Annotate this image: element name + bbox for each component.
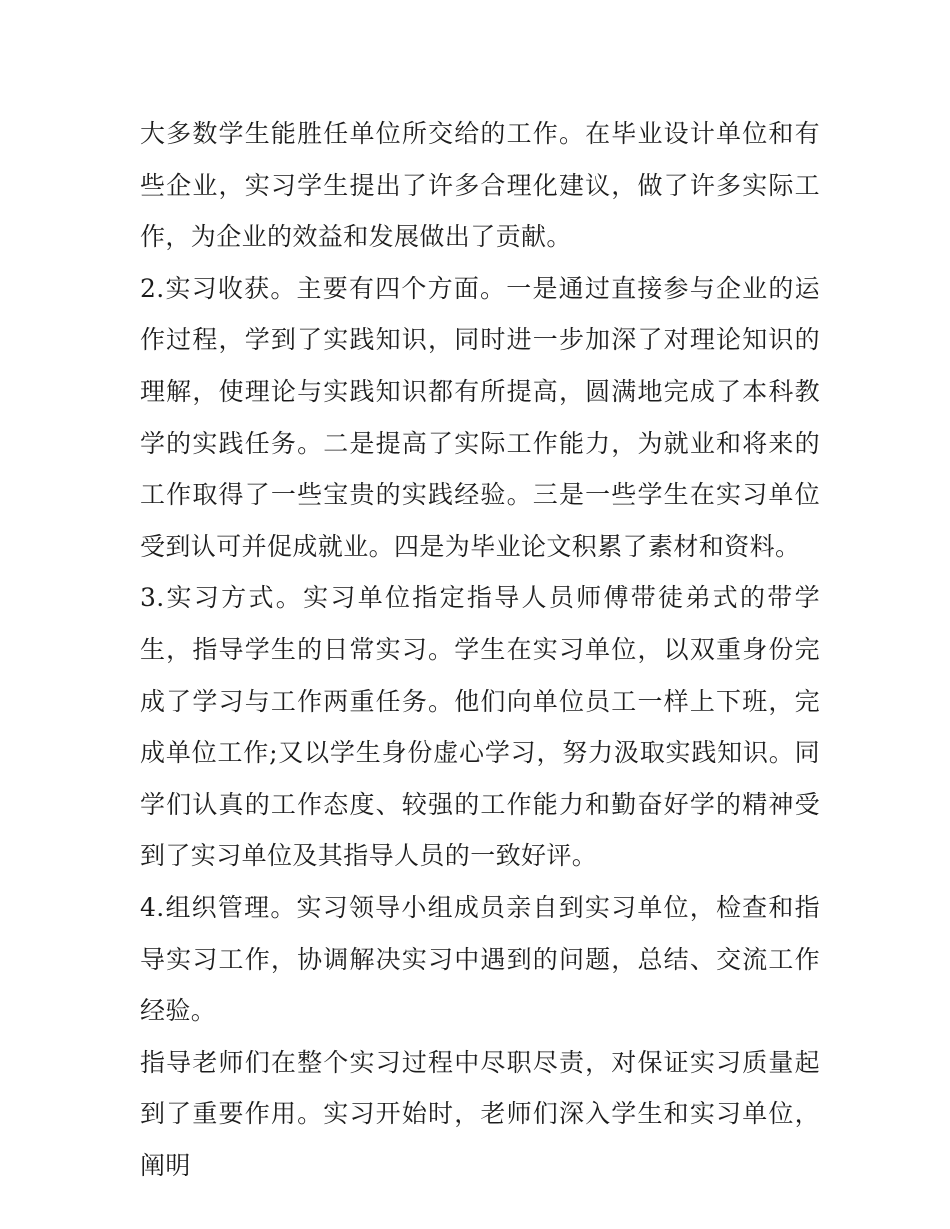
paragraph-internship-method: 3.实习方式。实习单位指定指导人员师傅带徒弟式的带学生，指导学生的日常实习。学生在实习单位，以双重身份完成了学习与工作两重任务。他们向单位员工一样上下班，完成单位工作;又以学生身份虚心学习，努力汲取实践知识。同学们认真的工作态度、较强的工作能力和勤奋好学的精神受到了实习单位及其指导人员的一致好评。 (140, 583, 820, 871)
paragraph-instructors: 指导老师们在整个实习过程中尽职尽责，对保证实习质量起到了重要作用。实习开始时，老师们深入学生和实习单位，阐明 (140, 1047, 820, 1180)
paragraph-internship-gains: 2.实习收获。主要有四个方面。一是通过直接参与企业的运作过程，学到了实践知识，同时进一步加深了对理论知识的理解，使理论与实践知识都有所提高，圆满地完成了本科教学的实践任务。二是提高了实际工作能力，为就业和将来的工作取得了一些宝贵的实践经验。三是一些学生在实习单位受到认可并促成就业。四是为毕业论文积累了素材和资料。 (140, 273, 820, 561)
paragraph-intro: 大多数学生能胜任单位所交给的工作。在毕业设计单位和有些企业，实习学生提出了许多合理化建议，做了许多实际工作，为企业的效益和发展做出了贡献。 (140, 119, 820, 252)
paragraph-organization-management: 4.组织管理。实习领导小组成员亲自到实习单位，检查和指导实习工作，协调解决实习中遇到的问题，总结、交流工作经验。 (140, 892, 820, 1026)
document-body (140, 108, 820, 1191)
